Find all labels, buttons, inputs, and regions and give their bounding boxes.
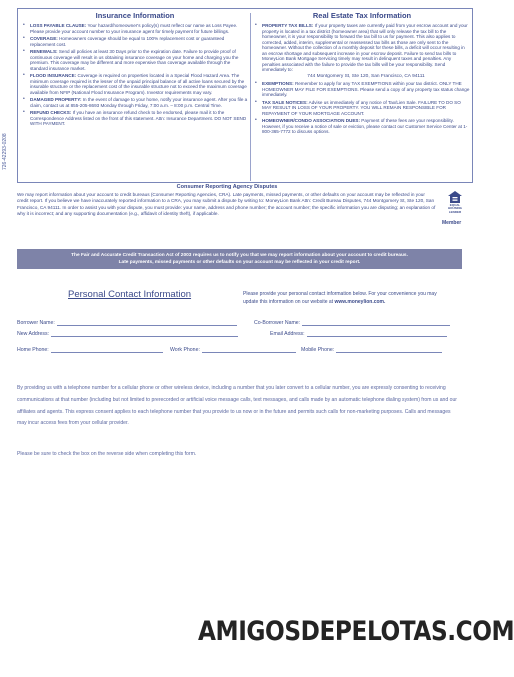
fcra-banner: The Fair and Accurate Credit Transaction Act of 2003 requires us to notify you that we may report information about your account to credit bureaus. Late payments, missed payments or other defaults on your account may be reflected in your credit report. bbox=[17, 249, 462, 269]
email-row: Email Address: bbox=[270, 331, 447, 337]
home-phone-field[interactable] bbox=[51, 347, 163, 353]
insurance-section bbox=[22, 11, 248, 129]
equal-housing-logo: EQUAL HOUSING LENDER bbox=[444, 190, 466, 214]
work-phone-row: Work Phone: bbox=[170, 347, 296, 353]
email-field[interactable] bbox=[307, 331, 447, 337]
tax-bill-address: 744 Montgomery St, Ste 120, San Francisco, CA 94111 bbox=[307, 73, 425, 79]
column-divider bbox=[250, 13, 251, 181]
borrower-row: Borrower Name: bbox=[17, 320, 237, 326]
insurance-title: Insurance Information bbox=[95, 11, 175, 20]
realestate-item: • EXEMPTIONS: Remember to apply for any TAX EXEMPTIONS within your tax district. ONLY THE HOMEOWNER MAY FILE FOR EXEMPTIONS. Please send a copy of any property tax status change immediately. bbox=[262, 81, 470, 98]
coborrower-name-field[interactable] bbox=[302, 320, 450, 326]
website-link[interactable]: www.moneylion.com. bbox=[334, 298, 386, 305]
realestate-title: Real Estate Tax Information bbox=[312, 11, 412, 20]
credit-disputes-section bbox=[17, 184, 437, 218]
form-code: 726-42293-0208 bbox=[2, 133, 8, 170]
reminder-text: Please be sure to check the box on the reverse side when completing this form. bbox=[17, 451, 197, 457]
insurance-item: • FLOOD INSURANCE: Coverage is required on properties located in a Special Flood Hazard Area. The minimum coverage required is the lesser of the unpaid principal balance of all active loans secured by the insurable structure or the replacement cost of the insurable structure not to exceed the maximum coverage available from NFIP (National Flood Insurance Program). Investor requirements may vary. bbox=[30, 73, 248, 95]
new-address-field[interactable] bbox=[51, 331, 238, 337]
consent-text: By providing us with a telephone number for a cellular phone or other wireless device, including a number that you later convert to a cellular number, you are expressly consenting to receiving communications at that number (including but not limited to prerecorded or artificial voice message calls, text messages, and calls made by an automatic telephone dialing system) from us and our affiliates and agents. This express consent applies to each telephone number that you provide to us now or in the future and permits such calls for non-marketing purposes. Calls and messages may incur access fees from your cellular provider. bbox=[17, 385, 457, 427]
realestate-item: • PROPERTY TAX BILLS: If your property taxes are currently paid from your escrow account and your property is located in a tax district (homeowner area) that will only release the tax bill to the homeowner, it is your responsibility to forward the tax bill to us for payment. This also applies to corrected, added, interim, supplemental or reassessed tax bills as those are only sent to the homeowner. Without the collection of a monthly deposit for these bills, a deficit will occur resulting in an escrow shortage and subsequent increase in your escrow deposit. Failure to send tax bills to MoneyLion Bank Mortgage Servicing timely may result in delinquent taxes and penalties. Any penalties associated with the failure to provide the tax bills will be your responsibility. Send immediately to: 744 Montgomery St, Ste 120, San Francisco, CA 94111 bbox=[262, 23, 470, 79]
mobile-phone-row: Mobile Phone: bbox=[301, 347, 442, 353]
insurance-item: • REFUND CHECKS: If you have an insurance refund check to be endorsed, please mail it to the Correspondence Address listed on the front of this statement. Attn: Insurance Department. DO NOT SEND WITH PAYMENT. bbox=[30, 110, 248, 127]
house-icon bbox=[447, 190, 463, 204]
contact-instructions: Please provide your personal contact information below. For your convenience you may update this information on our website at www.moneylion.com. bbox=[243, 291, 437, 305]
credit-disputes-title: Consumer Reporting Agency Disputes bbox=[176, 184, 278, 190]
credit-disputes-text: We may report information about your account to credit bureaus (Consumer Reporting Agencies, CRA). Late payments, missed payments, or other defaults on your account may be reflected in your credit report. If you believe we have inaccurately reported information to a CRA, you may submit a dispute by writing to: MoneyLion Bank Attn: Credit Bureau Disputes, 744 Montgomery St, Ste 120, San Francisco, CA 94111. In order to assist you with your dispute, you must provide: your name, address and phone number; the account number; the specific information you are disputing; an explanation of why it is incorrect; and any supporting documentation (e.g., affidavit of identity theft), if applicable. bbox=[17, 192, 436, 217]
insurance-item: • DAMAGED PROPERTY: In the event of damage to your home, notify your insurance agent. After you file a claim, contact us at 855-205-8693 Monday through Friday, 7:00 a.m. – 8:00 p.m. Central Time. bbox=[30, 97, 248, 108]
address-row: New Address: bbox=[17, 331, 238, 337]
member-label: Member bbox=[442, 220, 462, 226]
coborrower-row: Co-Borrower Name: bbox=[254, 320, 450, 326]
work-phone-field[interactable] bbox=[202, 347, 296, 353]
insurance-item: • COVERAGE: Homeowners coverage should be equal to 100% replacement cost or guaranteed replacement cost. bbox=[30, 36, 248, 47]
contact-heading: Personal Contact Information bbox=[68, 289, 192, 300]
insurance-item: • RENEWALS: Send all policies at least 30 Days prior to the expiration date. Failure to provide proof of continuous coverage will result in us obtaining insurance coverage on your home and charging you the premium. This coverage may be different and more expensive than coverage available through the standard insurance market. bbox=[30, 49, 248, 71]
mobile-phone-field[interactable] bbox=[336, 347, 442, 353]
realestate-item: • HOMEOWNER/CONDO ASSOCIATION DUES: Payment of these fees are your responsibility. However, if you receive a notice of sale or eviction, please contact our Customer Service Center at 1-800-365-7772 to discuss options. bbox=[262, 118, 470, 135]
watermark-text: AMIGOSDEPELOTAS.COM bbox=[198, 616, 514, 647]
insurance-item: • LOSS PAYABLE CLAUSE: Your hazard/homeowner's policy(s) must reflect our name as Loss Payee. Please provide your account number to your insurance agent for timely payment for future billings. bbox=[30, 23, 248, 34]
borrower-name-field[interactable] bbox=[57, 320, 237, 326]
realestate-section bbox=[254, 11, 470, 137]
home-phone-row: Home Phone: bbox=[17, 347, 163, 353]
info-box bbox=[17, 8, 473, 183]
realestate-item: • TAX SALE NOTICES: Advise us immediately of any notice of Tax/Lien Sale. FAILURE TO DO SO MAY RESULT IN LOSS OF YOUR PROPERTY. YOU WILL REMAIN RESPONSIBLE FOR REPAYMENT OF YOUR MORTGAGE ACCOUNT. bbox=[262, 100, 470, 117]
